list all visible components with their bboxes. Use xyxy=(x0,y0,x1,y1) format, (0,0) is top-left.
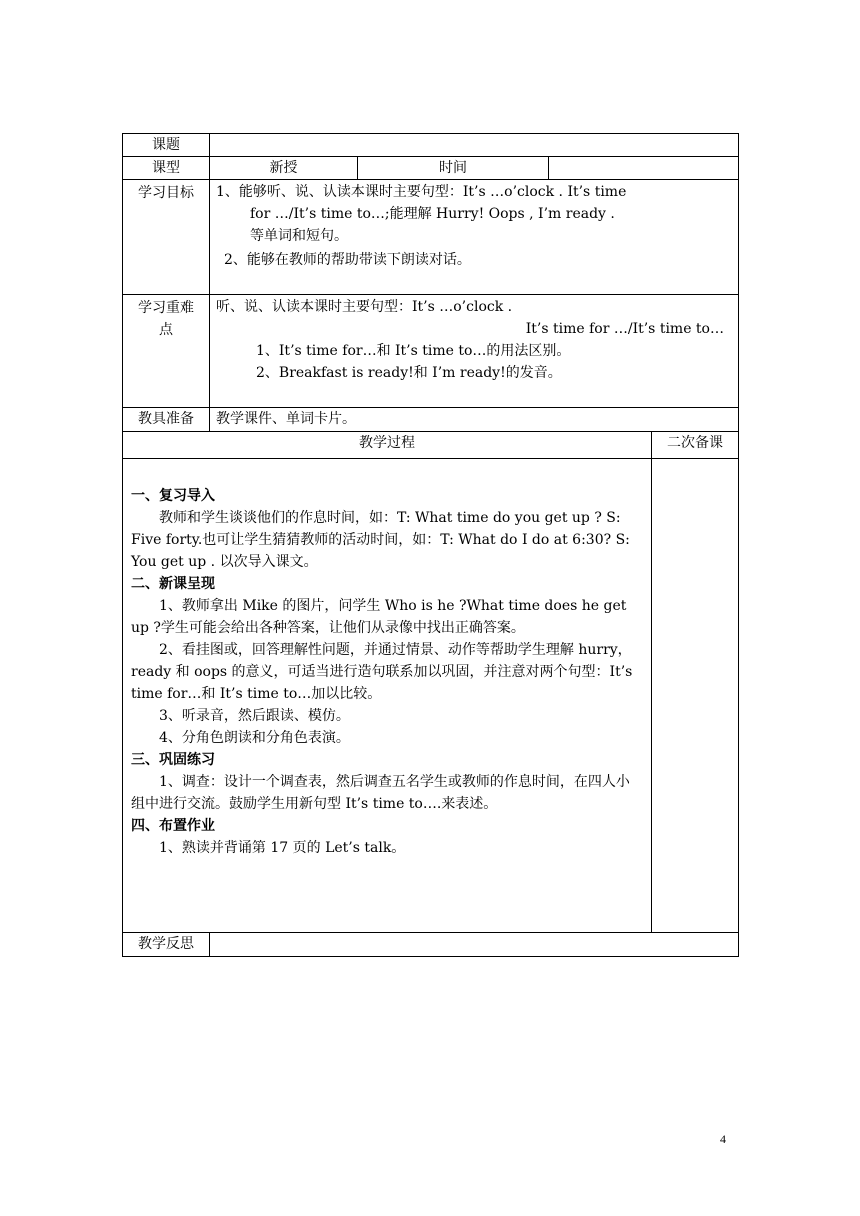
section-1-paragraph-1: 教师和学生谈谈他们的作息时间，如：T: What time do you get up ? S: Five forty.也可让学生猜猜教师的活动时间，如：T: What do I do at 6:30? S: You get up . 以次导入课文。 xyxy=(131,510,630,570)
reflection-value xyxy=(210,933,739,957)
lesson-plan-table xyxy=(122,133,739,957)
row-topic xyxy=(123,134,739,157)
section-2-title: 二、新课呈现 xyxy=(131,576,215,592)
goal-line-2: for …/It’s time to…;能理解 Hurry! Oops , I’m ready . xyxy=(250,206,615,222)
page-number: 4 xyxy=(720,1132,726,1146)
goals-cell xyxy=(210,180,739,295)
second-prep-cell xyxy=(652,459,739,933)
goal-line-3: 等单词和短句。 xyxy=(250,228,348,244)
keypoint-line-2: It’s time for …/It’s time to… xyxy=(525,321,724,337)
keypoints-label xyxy=(123,295,210,408)
row-reflection xyxy=(123,933,739,957)
tools-label: 教具准备 xyxy=(123,408,210,432)
topic-label: 课题 xyxy=(123,134,210,157)
keypoints-label-line-1: 学习重难 xyxy=(138,300,194,316)
second-prep-label: 二次备课 xyxy=(652,432,739,459)
section-2-paragraph-3: 3、听录音，然后跟读、模仿。 xyxy=(159,708,350,724)
section-2-paragraph-4: 4、分角色朗读和分角色表演。 xyxy=(159,730,350,746)
row-process-header xyxy=(123,432,739,459)
row-goals xyxy=(123,180,739,295)
process-body xyxy=(123,459,652,933)
section-4-title: 四、布置作业 xyxy=(131,818,215,834)
time-label: 时间 xyxy=(358,157,549,180)
keypoint-line-3: 1、It’s time for…和 It’s time to…的用法区别。 xyxy=(256,343,571,359)
type-value: 新授 xyxy=(210,157,358,180)
section-2-paragraph-1: 1、教师拿出 Mike 的图片，问学生 Who is he ?What time does he get up ?学生可能会给出各种答案，让他们从录像中找出正确答案。 xyxy=(131,598,627,636)
row-tools xyxy=(123,408,739,432)
keypoint-line-4: 2、Breakfast is ready!和 I’m ready!的发音。 xyxy=(256,365,562,381)
row-keypoints xyxy=(123,295,739,408)
section-4-paragraph-1: 1、熟读并背诵第 17 页的 Let’s talk。 xyxy=(159,840,406,856)
goal-line-1: 1、能够听、说、认读本课时主要句型：It’s …o’clock . It’s time xyxy=(216,184,627,200)
section-1-title: 一、复习导入 xyxy=(131,488,215,504)
keypoints-label-line-2: 点 xyxy=(159,322,173,338)
row-process-body xyxy=(123,459,739,933)
tools-value: 教学课件、单词卡片。 xyxy=(210,408,739,432)
section-3-paragraph-1: 1、调查：设计一个调查表，然后调查五名学生或教师的作息时间，在四人小组中进行交流。鼓励学生用新句型 It’s time to….来表述。 xyxy=(131,774,630,812)
type-label: 课型 xyxy=(123,157,210,180)
reflection-label: 教学反思 xyxy=(123,933,210,957)
section-2-paragraph-2: 2、看挂图或，回答理解性问题，并通过情景、动作等帮助学生理解 hurry，ready 和 oops 的意义，可适当进行造句联系加以巩固，并注意对两个句型：It’s time for…和 It’s time to…加以比较。 xyxy=(131,642,633,702)
process-label: 教学过程 xyxy=(123,432,652,459)
keypoint-line-1: 听、说、认读本课时主要句型：It’s …o’clock . xyxy=(216,299,513,315)
time-value xyxy=(549,157,739,180)
topic-value xyxy=(210,134,739,157)
goal-line-4: 2、能够在教师的帮助带读下朗读对话。 xyxy=(224,252,471,268)
keypoints-cell xyxy=(210,295,739,408)
goals-label: 学习目标 xyxy=(123,180,210,295)
row-type xyxy=(123,157,739,180)
section-3-title: 三、巩固练习 xyxy=(131,752,215,768)
